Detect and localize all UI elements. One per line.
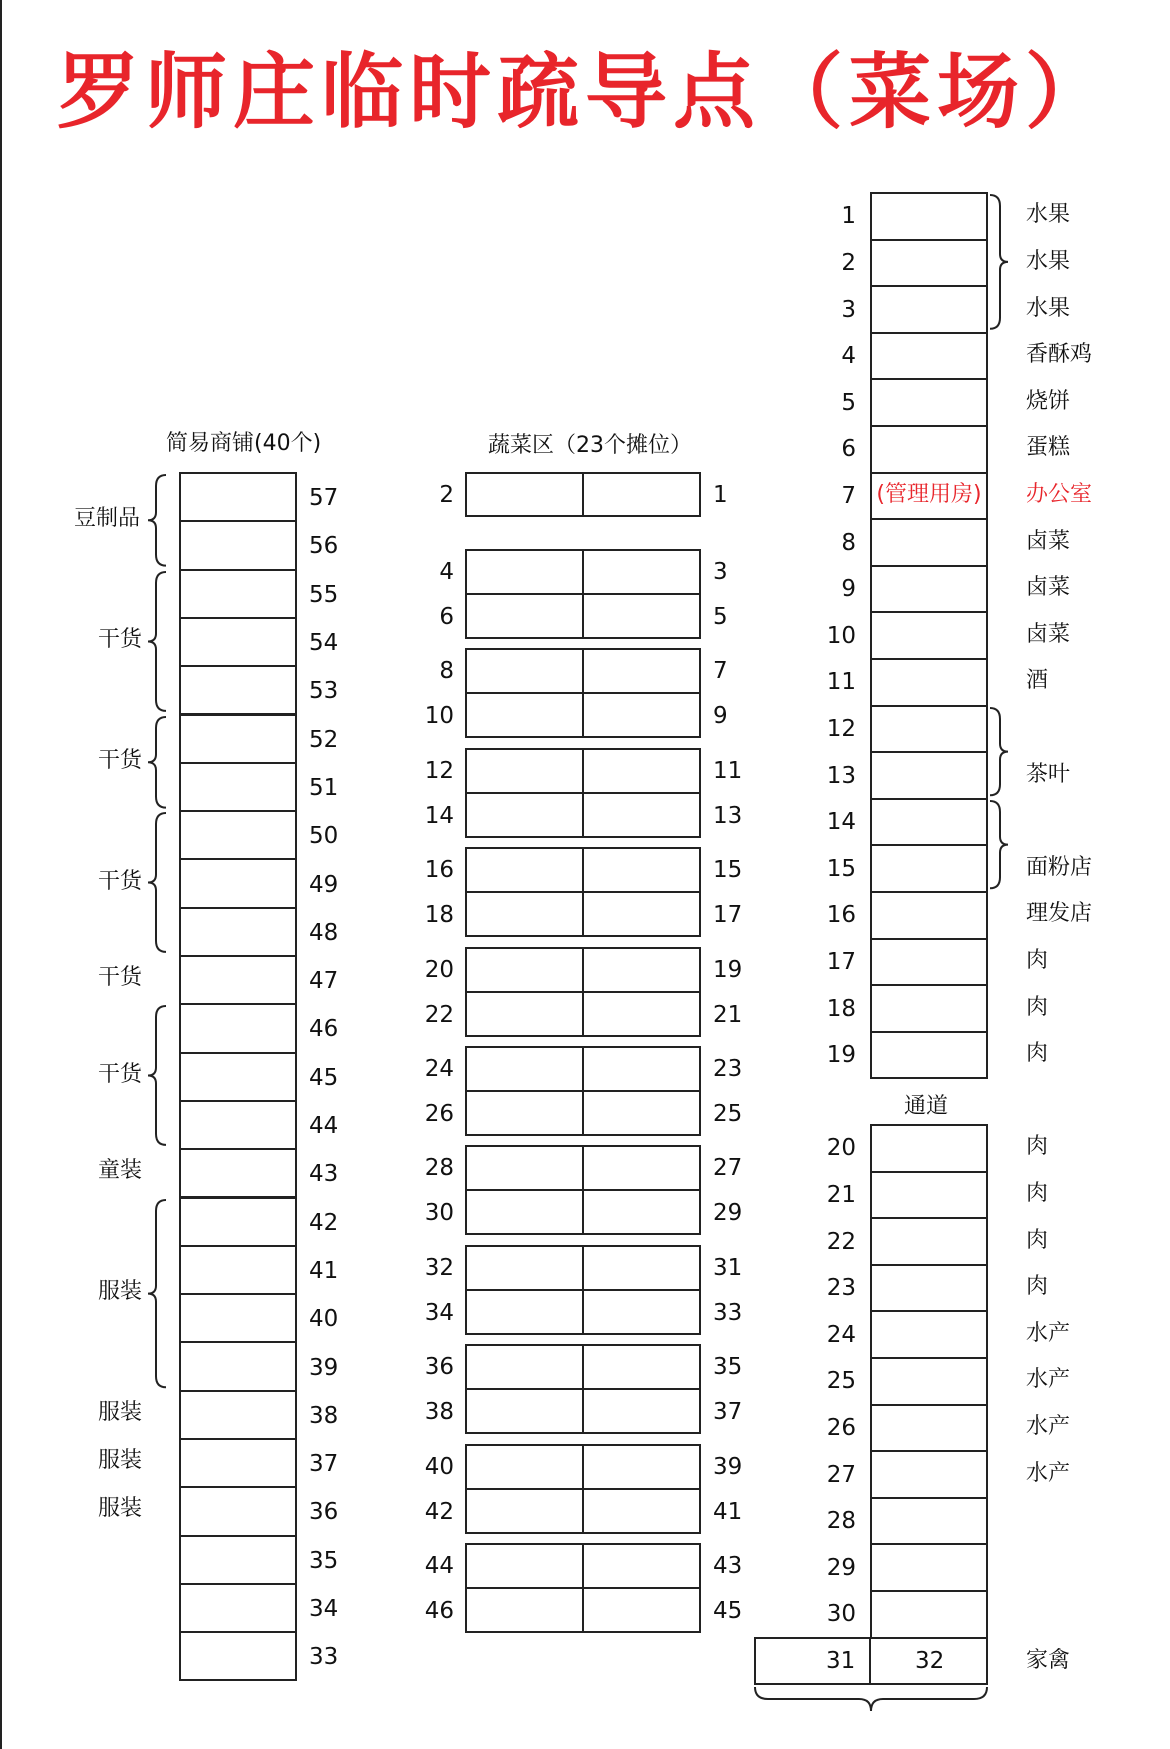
vegetable-section-label: 蔬菜区（23个摊位） (488, 433, 692, 458)
left-group-brace (146, 1199, 166, 1388)
right-shop-cell (870, 1124, 988, 1173)
right-shop-cell (870, 565, 988, 614)
poultry-number-a: 31 (826, 1647, 856, 1674)
left-shop-cell (179, 569, 297, 619)
right-shop-number: 30 (826, 1601, 856, 1628)
left-shop-group-label: 干货 (98, 627, 143, 653)
stall-hdivider (465, 1090, 701, 1092)
left-shop-number: 38 (309, 1402, 339, 1429)
right-shop-number: 20 (826, 1135, 856, 1162)
right-shop-cell (870, 518, 988, 567)
left-shop-number: 55 (309, 581, 339, 608)
vegetable-stall-number: 31 (713, 1254, 743, 1281)
left-shop-number: 49 (309, 871, 339, 898)
left-shop-number: 34 (309, 1596, 339, 1623)
right-shop-cell (870, 611, 988, 660)
left-shop-number: 40 (309, 1306, 339, 1333)
vegetable-stall-number: 39 (713, 1453, 743, 1480)
left-shop-cell (179, 714, 297, 764)
right-shop-label: 肉 (1026, 1180, 1049, 1206)
stall-hdivider (465, 1488, 701, 1490)
vegetable-stall-number: 21 (713, 1001, 743, 1028)
vegetable-stall-number: 17 (713, 902, 743, 929)
right-shop-label: 理发店 (1026, 901, 1093, 927)
left-shop-group-label: 干货 (98, 747, 143, 773)
right-shop-number: 25 (826, 1368, 856, 1395)
right-shop-number: 24 (826, 1321, 856, 1348)
right-shop-number: 5 (841, 389, 856, 416)
right-shop-number: 6 (841, 436, 856, 463)
vegetable-stall-number: 28 (424, 1155, 454, 1182)
right-shop-number: 26 (826, 1414, 856, 1441)
right-shop-cell (870, 798, 988, 847)
right-shop-cell (870, 285, 988, 334)
right-shop-label: 水果 (1026, 248, 1071, 274)
vegetable-stall-number: 9 (713, 703, 728, 730)
office-inner-label: (管理用房) (876, 481, 982, 507)
vegetable-stall-number: 10 (424, 703, 454, 730)
right-shop-cell (870, 891, 988, 940)
vegetable-stall-number: 43 (713, 1553, 743, 1579)
stall-hdivider (465, 1587, 701, 1589)
stall-hdivider (465, 792, 701, 794)
vegetable-stall-number: 33 (713, 1299, 743, 1326)
vegetable-stall-number: 23 (713, 1056, 743, 1082)
right-shop-cell (870, 751, 988, 800)
stall-hdivider (465, 1388, 701, 1390)
right-shop-label: 卤菜 (1026, 575, 1071, 601)
right-shop-number: 9 (841, 576, 856, 603)
vegetable-stall-number: 41 (713, 1498, 743, 1525)
left-shop-number: 56 (309, 533, 339, 560)
vegetable-stall-number: 24 (424, 1056, 454, 1082)
right-shop-label: 水产 (1026, 1367, 1071, 1393)
right-shop-cell (870, 844, 988, 893)
right-shop-label: 水果 (1026, 295, 1071, 321)
vegetable-stall-number: 32 (424, 1254, 454, 1281)
left-shop-number: 54 (309, 630, 339, 657)
vegetable-stall-number: 7 (713, 658, 728, 685)
vegetable-stall-number: 45 (713, 1598, 743, 1624)
right-shop-number: 17 (826, 948, 856, 975)
right-shop-number: 3 (841, 296, 856, 323)
left-shop-number: 51 (309, 774, 339, 801)
left-shop-cell (179, 665, 297, 715)
vegetable-stall-number: 22 (424, 1001, 454, 1028)
vegetable-stall-number: 14 (424, 802, 454, 829)
poultry-cell (754, 1637, 988, 1685)
right-shop-label: 水产 (1026, 1320, 1071, 1346)
right-group-brace (990, 800, 1010, 889)
left-shop-group-label: 干货 (98, 1061, 143, 1087)
poultry-label: 家禽 (1026, 1647, 1071, 1673)
left-shop-group-label: 服装 (98, 1279, 143, 1305)
right-shop-label: 肉 (1026, 994, 1049, 1020)
vegetable-stall-number: 36 (424, 1354, 454, 1381)
right-shop-number: 2 (841, 249, 856, 276)
right-shop-label: 水产 (1026, 1413, 1071, 1439)
left-shop-cell (179, 1003, 297, 1053)
right-shop-number: 19 (826, 1042, 856, 1069)
right-shop-cell (870, 192, 988, 241)
right-shop-label: 肉 (1026, 1227, 1049, 1253)
left-shop-cell (179, 617, 297, 667)
left-shop-cell (179, 858, 297, 908)
right-shop-label: 卤菜 (1026, 528, 1071, 554)
right-shop-cell (870, 1171, 988, 1220)
right-shop-number: 10 (826, 622, 856, 649)
right-shop-number: 29 (826, 1554, 856, 1581)
vegetable-stall-number: 34 (424, 1299, 454, 1326)
stall-divider (582, 472, 584, 517)
right-shop-label: 水果 (1026, 202, 1071, 228)
left-shop-cell (179, 762, 297, 812)
vegetable-stall-number: 15 (713, 857, 743, 884)
right-shop-cell (870, 658, 988, 707)
vegetable-stall-number: 19 (713, 956, 743, 983)
left-shop-number: 45 (309, 1064, 339, 1091)
left-shop-cell (179, 472, 297, 522)
stall-hdivider (465, 593, 701, 595)
left-shop-cell (179, 1486, 297, 1536)
left-group-brace (146, 716, 166, 809)
left-shop-group-label: 服装 (98, 1448, 143, 1474)
left-shop-number: 41 (309, 1257, 339, 1284)
left-shop-number: 36 (309, 1499, 339, 1526)
left-group-brace (146, 571, 166, 712)
left-shop-cell (179, 1197, 297, 1247)
vegetable-stall-number: 2 (439, 482, 454, 508)
right-group-brace (990, 194, 1010, 330)
right-shop-number: 1 (841, 203, 856, 230)
right-shop-number: 8 (841, 529, 856, 556)
right-shop-cell (870, 705, 988, 754)
vegetable-stall-number: 12 (424, 757, 454, 784)
right-shop-label: 肉 (1026, 1274, 1049, 1300)
right-shop-label: 香酥鸡 (1026, 342, 1093, 368)
left-shop-cell (179, 1341, 297, 1391)
left-shop-number: 47 (309, 968, 339, 995)
left-group-brace (146, 474, 166, 567)
vegetable-stall-number: 13 (713, 802, 743, 829)
right-shop-label: 酒 (1026, 668, 1049, 694)
left-shop-cell (179, 520, 297, 570)
right-shop-number: 13 (826, 762, 856, 789)
vegetable-stall-number: 26 (424, 1101, 454, 1127)
right-shop-label: 卤菜 (1026, 621, 1071, 647)
left-shop-cell (179, 810, 297, 860)
stall-hdivider (465, 1289, 701, 1291)
stall-hdivider (465, 1189, 701, 1191)
vegetable-stall-number: 46 (424, 1598, 454, 1624)
vegetable-stall-number: 1 (713, 482, 728, 508)
right-shop-number: 22 (826, 1228, 856, 1255)
stall-hdivider (465, 891, 701, 893)
right-shop-cell (870, 1217, 988, 1266)
left-shop-group-label: 服装 (98, 1399, 143, 1425)
right-shop-label: 面粉店 (1026, 854, 1093, 880)
right-shop-cell (870, 1310, 988, 1359)
vegetable-stall-number: 29 (713, 1200, 743, 1227)
left-shop-cell (179, 1100, 297, 1150)
right-shop-label: 水产 (1026, 1460, 1071, 1486)
left-shop-cell (179, 1583, 297, 1633)
right-shop-number: 15 (826, 855, 856, 882)
left-group-brace (146, 1005, 166, 1146)
vegetable-stall-number: 25 (713, 1101, 743, 1127)
left-frame-line (0, 0, 2, 1749)
right-shop-cell (870, 332, 988, 381)
right-shop-label: 肉 (1026, 1041, 1049, 1067)
left-shop-number: 44 (309, 1113, 339, 1140)
stall-hdivider (465, 991, 701, 993)
vegetable-stall-number: 35 (713, 1354, 743, 1381)
vegetable-stall-number: 8 (439, 658, 454, 685)
right-shop-cell (870, 1450, 988, 1499)
left-shop-group-label: 豆制品 (74, 506, 141, 532)
left-shop-cell (179, 955, 297, 1005)
right-group-brace (990, 707, 1010, 796)
right-shop-number: 7 (841, 482, 856, 509)
right-shop-label: 肉 (1026, 1134, 1049, 1160)
right-shop-number: 14 (826, 809, 856, 836)
left-shop-number: 37 (309, 1451, 339, 1478)
left-shop-number: 53 (309, 678, 339, 705)
right-shop-cell (870, 1264, 988, 1313)
left-group-brace (146, 812, 166, 953)
right-shop-label: 蛋糕 (1026, 435, 1071, 461)
vegetable-stall-number: 16 (424, 857, 454, 884)
left-shop-number: 43 (309, 1161, 339, 1188)
right-shop-label: 烧饼 (1026, 388, 1071, 414)
vegetable-stall-number: 40 (424, 1453, 454, 1480)
right-shop-number: 12 (826, 715, 856, 742)
right-shop-cell (870, 984, 988, 1033)
right-shop-number: 16 (826, 902, 856, 929)
stall-hdivider (465, 692, 701, 694)
right-shop-label: 办公室 (1026, 481, 1093, 507)
vegetable-stall-number: 11 (713, 757, 743, 784)
vegetable-stall-number: 6 (439, 604, 454, 630)
left-shop-group-label: 干货 (98, 965, 143, 991)
right-shop-cell (870, 378, 988, 427)
right-shop-cell (870, 1404, 988, 1453)
right-shop-cell (870, 1357, 988, 1406)
right-shop-number: 11 (826, 669, 856, 696)
vegetable-stall-number: 27 (713, 1155, 743, 1182)
right-shop-cell (870, 1031, 988, 1080)
right-shop-label: 肉 (1026, 947, 1049, 973)
right-shop-number: 28 (826, 1508, 856, 1535)
vegetable-stall-number: 30 (424, 1200, 454, 1227)
left-shop-cell (179, 1535, 297, 1585)
vegetable-stall-number: 20 (424, 956, 454, 983)
left-shop-number: 57 (309, 485, 339, 512)
left-shop-number: 48 (309, 919, 339, 946)
left-shop-cell (179, 1245, 297, 1295)
vegetable-stall-number: 4 (439, 559, 454, 585)
vegetable-stall-number: 44 (424, 1553, 454, 1579)
left-shop-number: 52 (309, 726, 339, 753)
left-shop-cell (179, 907, 297, 957)
left-shop-cell (179, 1631, 297, 1681)
vegetable-stall-number: 37 (713, 1399, 743, 1426)
left-shop-number: 46 (309, 1016, 339, 1043)
left-shop-cell (179, 1390, 297, 1440)
left-shop-cell (179, 1052, 297, 1102)
left-shop-number: 33 (309, 1644, 339, 1671)
right-shop-cell (870, 1497, 988, 1546)
vegetable-stall-number: 42 (424, 1498, 454, 1525)
right-shop-number: 4 (841, 343, 856, 370)
right-shop-number: 18 (826, 995, 856, 1022)
left-shop-group-label: 干货 (98, 868, 143, 894)
left-shop-cell (179, 1293, 297, 1343)
left-shop-number: 39 (309, 1354, 339, 1381)
left-shop-number: 35 (309, 1547, 339, 1574)
vegetable-stall-number: 18 (424, 902, 454, 929)
vegetable-stall-number: 3 (713, 559, 728, 585)
right-shop-cell (870, 425, 988, 474)
right-shop-number: 21 (826, 1181, 856, 1208)
right-shop-cell (870, 1543, 988, 1592)
corridor-label: 通道 (904, 1094, 949, 1119)
left-shop-group-label: 服装 (98, 1496, 143, 1522)
right-shop-number: 23 (826, 1275, 856, 1302)
left-shop-number: 50 (309, 823, 339, 850)
right-shop-cell (870, 239, 988, 288)
page-title: 罗师庄临时疏导点（菜场） (56, 45, 1113, 140)
right-shop-label: 茶叶 (1026, 761, 1071, 787)
poultry-divider (869, 1637, 871, 1685)
vegetable-stall-number: 5 (713, 604, 728, 630)
left-shop-cell (179, 1438, 297, 1488)
left-shop-group-label: 童装 (98, 1158, 143, 1184)
right-shop-cell (870, 938, 988, 987)
poultry-number-b: 32 (915, 1647, 945, 1674)
right-shop-number: 27 (826, 1461, 856, 1488)
right-shop-cell (870, 1590, 988, 1639)
left-shop-number: 42 (309, 1209, 339, 1236)
left-shop-cell (179, 1148, 297, 1198)
left-section-label: 简易商铺(40个) (166, 431, 322, 456)
vegetable-stall-number: 38 (424, 1399, 454, 1426)
bottom-brace (754, 1687, 988, 1715)
